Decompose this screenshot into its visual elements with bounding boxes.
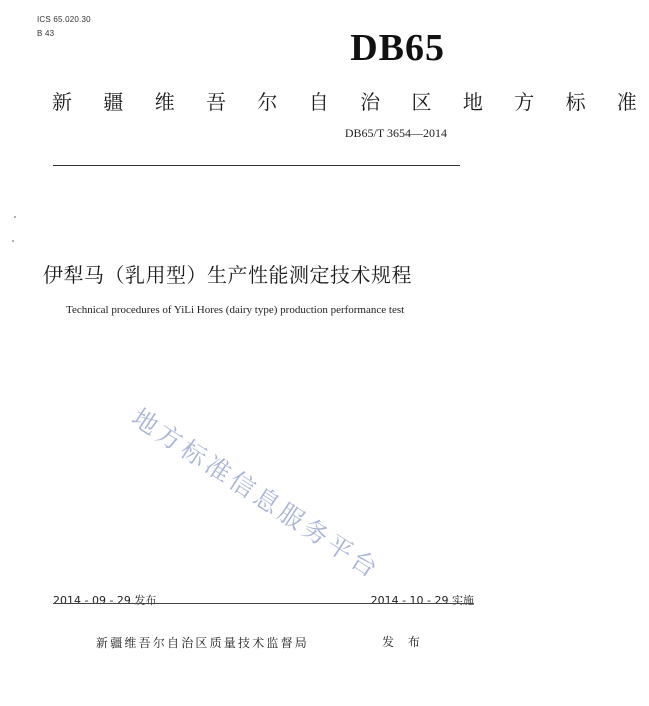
standard-logo: DB65: [350, 27, 445, 69]
standard-type-heading: 新 疆 维 吾 尔 自 治 区 地 方 标 准: [52, 90, 649, 114]
bottom-divider: [53, 603, 474, 604]
issuing-authority: 新疆维吾尔自治区质量技术监督局: [96, 636, 310, 650]
standard-number: DB65/T 3654—2014: [344, 126, 447, 140]
watermark: [118, 400, 418, 600]
scan-speck: [12, 240, 14, 242]
implementation-date: 2014 - 10 - 29 实施: [370, 594, 474, 607]
ccs-code: B 43: [37, 29, 55, 38]
document-title-chinese: 伊犁马（乳用型）生产性能测定技术规程: [43, 263, 412, 287]
document-title-english: Technical procedures of YiLi Hores (dairy type) production performance test: [66, 304, 405, 316]
watermark-text: 地方标准信息服务平台: [126, 402, 386, 585]
issue-date: 2014 - 09 - 29 发布: [53, 594, 157, 607]
ics-code: ICS 65.020.30: [37, 15, 91, 24]
publish-label: 发 布: [382, 635, 425, 649]
scan-speck: [14, 216, 16, 218]
top-divider: [53, 165, 460, 166]
